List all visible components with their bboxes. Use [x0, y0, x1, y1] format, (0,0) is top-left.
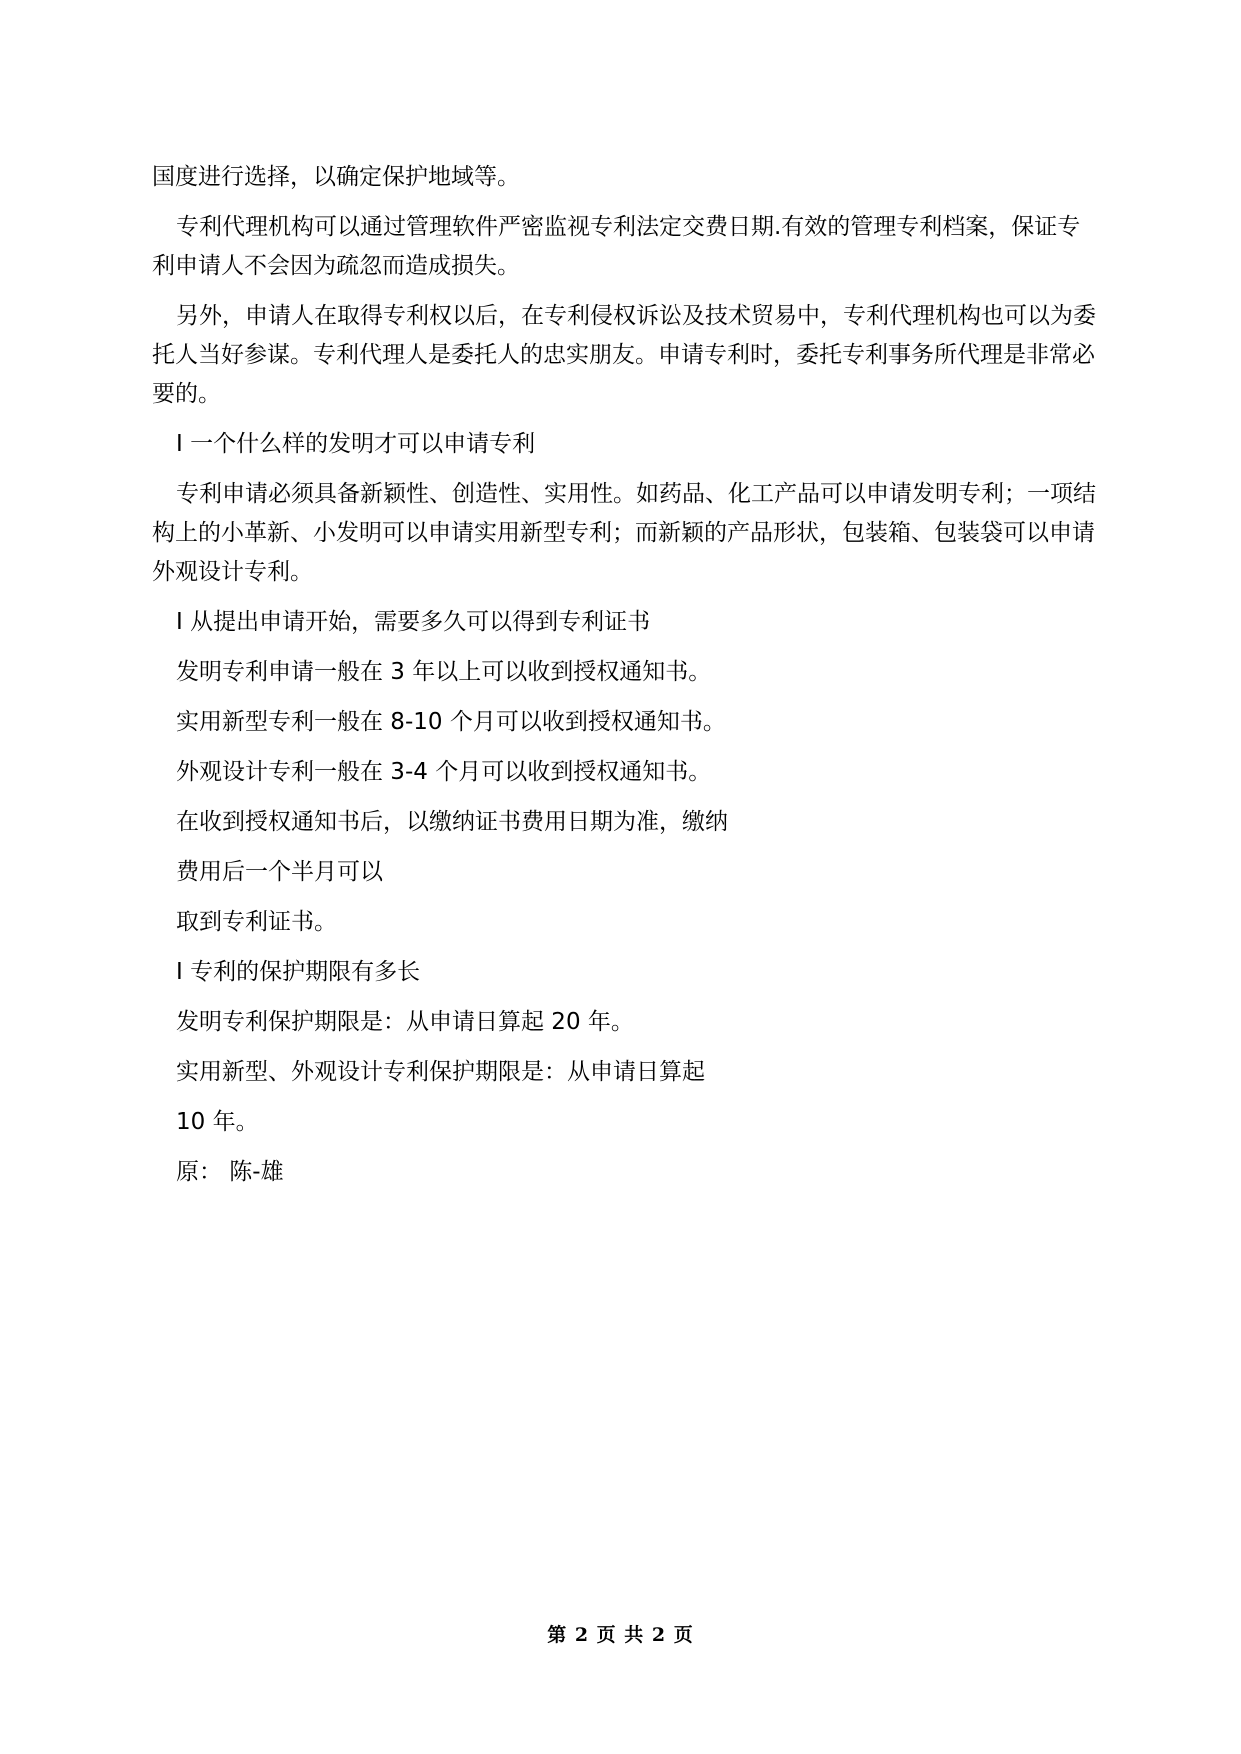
line-invention-timeline: 发明专利申请一般在 3 年以上可以收到授权通知书。	[176, 659, 712, 685]
line-after-payment: 费用后一个半月可以	[176, 859, 383, 885]
paragraph-continuation: 国度进行选择，以确定保护地域等。	[152, 164, 520, 190]
line-utility-timeline: 实用新型专利一般在 8-10 个月可以收到授权通知书。	[176, 709, 726, 735]
line-ten-years: 10 年。	[176, 1109, 259, 1135]
heading-what-invention: I 一个什么样的发明才可以申请专利	[176, 431, 536, 457]
paragraph-patent-requirements: 专利申请必须具备新颖性、创造性、实用性。如药品、化工产品可以申请发明专利；一项结构上的小革新、小发明可以申请实用新型专利；而新颖的产品形状，包装箱、包装袋可以申请外观设计专利。	[152, 481, 1096, 585]
page-footer: 第 2 页 共 2 页	[547, 1624, 694, 1646]
line-source-author: 原： 陈-雄	[176, 1159, 284, 1185]
line-after-notice: 在收到授权通知书后，以缴纳证书费用日期为准，缴纳	[176, 809, 728, 835]
line-utility-design-period: 实用新型、外观设计专利保护期限是：从申请日算起	[176, 1059, 705, 1085]
line-invention-period: 发明专利保护期限是：从申请日算起 20 年。	[176, 1009, 634, 1035]
document-body	[152, 158, 1096, 1203]
heading-protection-period: I 专利的保护期限有多长	[176, 959, 421, 985]
line-design-timeline: 外观设计专利一般在 3-4 个月可以收到授权通知书。	[176, 759, 712, 785]
paragraph-agency-advisor: 另外，申请人在取得专利权以后，在专利侵权诉讼及技术贸易中，专利代理机构也可以为委托人当好参谋。专利代理人是委托人的忠实朋友。申请专利时，委托专利事务所代理是非常必要的。	[152, 303, 1096, 407]
paragraph-agency-management: 专利代理机构可以通过管理软件严密监视专利法定交费日期.有效的管理专利档案，保证专利申请人不会因为疏忽而造成损失。	[152, 214, 1081, 279]
line-receive-certificate: 取到专利证书。	[176, 909, 337, 935]
heading-how-long-certificate: I 从提出申请开始，需要多久可以得到专利证书	[176, 609, 651, 635]
